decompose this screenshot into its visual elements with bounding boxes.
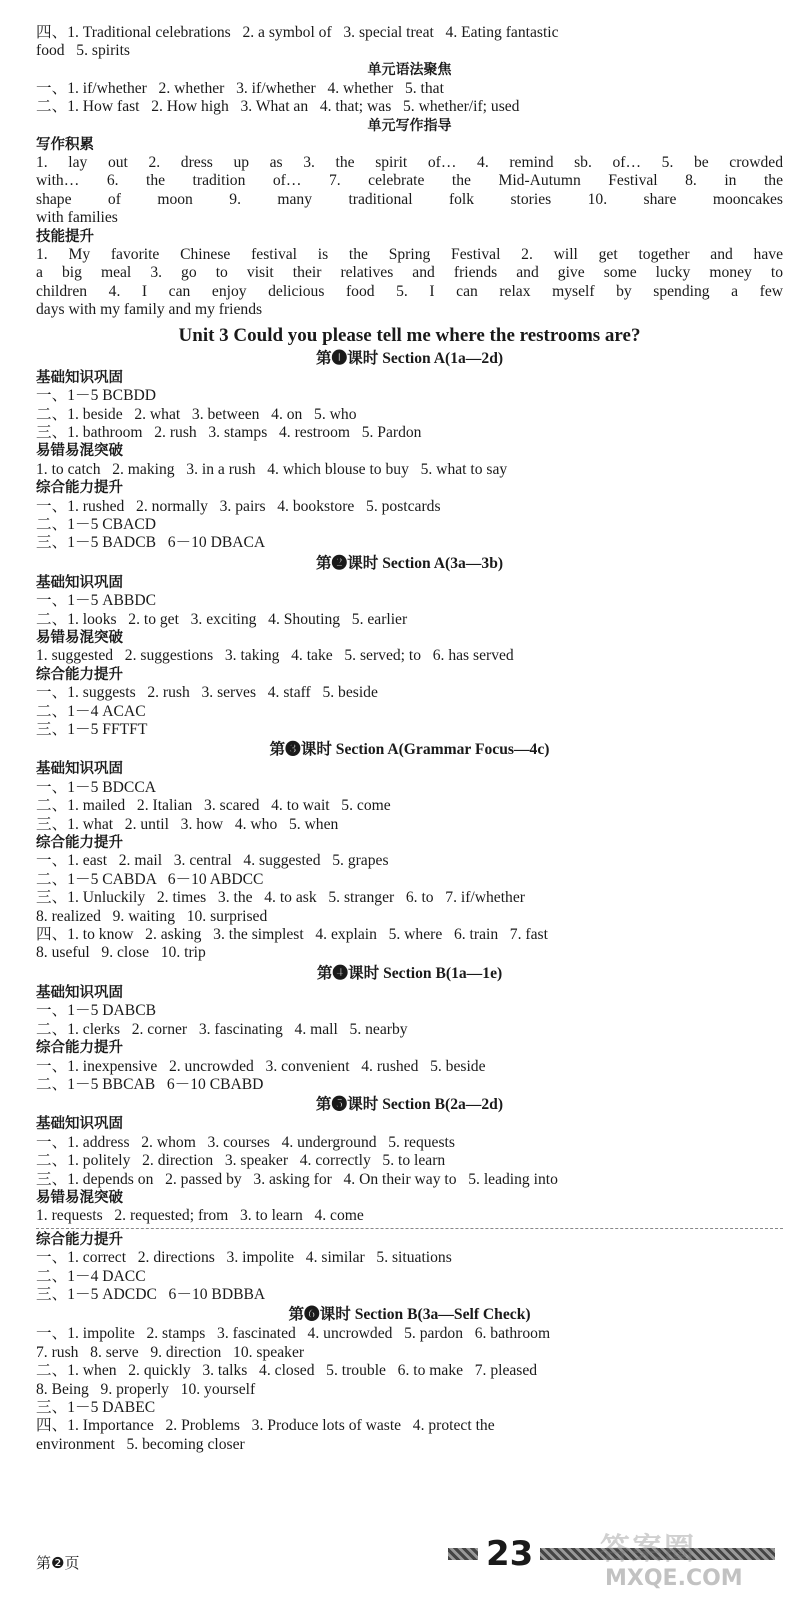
answer-line: 三、1－5 ADCDC 6－10 BDBBA <box>36 1285 266 1303</box>
answer-line: 1. requests 2. requested; from 3. to learn 4. come <box>36 1207 364 1225</box>
answer-line: 三、1. Unluckily 2. times 3. the 4. to ask 5. stranger 6. to 7. if/whether <box>36 889 525 907</box>
lesson-title: 第❹课时 Section B(1a—1e) <box>316 964 503 982</box>
footer-stripe <box>448 1548 478 1560</box>
text-line: food 5. spirits <box>36 42 130 60</box>
answer-line: 二、1. beside 2. what 3. between 4. on 5. who <box>36 405 357 423</box>
text-line: children 4. I can enjoy delicious food 5. I can relax myself by spending a few <box>36 282 783 300</box>
answer-line: 一、1－5 DABCB <box>36 1002 156 1020</box>
block-label: 技能提升 <box>36 228 94 245</box>
lesson-title: 第❸课时 Section A(Grammar Focus—4c) <box>269 741 550 759</box>
divider <box>36 1228 783 1229</box>
answer-line: 四、1. Importance 2. Problems 3. Produce lots of waste 4. protect the <box>36 1417 495 1435</box>
answer-line: 三、1. depends on 2. passed by 3. asking for 4. On their way to 5. leading into <box>36 1170 558 1188</box>
block-label: 易错易混突破 <box>36 443 123 460</box>
answer-line: 二、1. when 2. quickly 3. talks 4. closed 5. trouble 6. to make 7. pleased <box>36 1362 538 1380</box>
answer-line: 一、1. east 2. mail 3. central 4. suggested 5. grapes <box>36 852 389 870</box>
answer-line: 1. to catch 2. making 3. in a rush 4. which blouse to buy 5. what to say <box>36 460 508 478</box>
block-label: 综合能力提升 <box>36 666 123 683</box>
answer-line: 8. useful 9. close 10. trip <box>36 944 206 962</box>
lesson-title: 第❶课时 Section A(1a—2d) <box>315 349 504 367</box>
answer-line: 一、1－5 ABBDC <box>36 592 156 610</box>
block-label: 综合能力提升 <box>36 480 123 497</box>
answer-line: 二、1－4 ACAC <box>36 702 146 720</box>
answer-line: 8. realized 9. waiting 10. surprised <box>36 907 268 925</box>
watermark-text: 答案圈 <box>600 1532 696 1567</box>
answer-line: 二、1－5 CABDA 6－10 ABDCC <box>36 870 264 888</box>
answer-line: 二、1. clerks 2. corner 3. fascinating 4. mall 5. nearby <box>36 1020 408 1038</box>
answer-line: 一、1－5 BDCCA <box>36 778 156 796</box>
lesson-title: 第❺课时 Section B(2a—2d) <box>315 1096 504 1114</box>
block-label: 基础知识巩固 <box>36 1116 123 1133</box>
section-heading: 单元语法聚焦 <box>367 61 452 78</box>
answer-line: 一、1. correct 2. directions 3. impolite 4. similar 5. situations <box>36 1249 452 1267</box>
text-line: 二、1. How fast 2. How high 3. What an 4. that; was 5. whether/if; used <box>36 98 520 116</box>
answer-line: 三、1. bathroom 2. rush 3. stamps 4. restroom 5. Pardon <box>36 423 422 441</box>
block-label: 基础知识巩固 <box>36 761 123 778</box>
section-heading: 单元写作指导 <box>367 117 452 134</box>
text-line: 1. lay out 2. dress up as 3. the spirit of… 4. remind sb. of… 5. be crowded <box>36 154 783 172</box>
lessons-container <box>36 349 783 1455</box>
answer-line: 8. Being 9. properly 10. yourself <box>36 1380 256 1398</box>
answer-line: environment 5. becoming closer <box>36 1435 245 1453</box>
answer-line: 一、1. suggests 2. rush 3. serves 4. staff 5. beside <box>36 684 378 702</box>
block-label: 基础知识巩固 <box>36 984 123 1001</box>
answer-line: 二、1－5 CBACD <box>36 515 156 533</box>
block-label: 综合能力提升 <box>36 835 123 852</box>
answer-line: 二、1. mailed 2. Italian 3. scared 4. to wait 5. come <box>36 797 391 815</box>
page-number: 23 <box>486 1534 534 1574</box>
text-line: 四、1. Traditional celebrations 2. a symbol of 3. special treat 4. Eating fantastic <box>36 24 559 41</box>
text-line: a big meal 3. go to visit their relatives and friends and give some lucky money to <box>36 264 783 282</box>
lesson-title: 第❻课时 Section B(3a—Self Check) <box>288 1306 531 1324</box>
lesson-title: 第❷课时 Section A(3a—3b) <box>315 554 504 572</box>
answer-line: 二、1－5 BBCAB 6－10 CBABD <box>36 1075 264 1093</box>
answer-line: 二、1. looks 2. to get 3. exciting 4. Shouting 5. earlier <box>36 610 408 628</box>
answer-line: 一、1. address 2. whom 3. courses 4. underground 5. requests <box>36 1133 455 1151</box>
text-line: 1. My favorite Chinese festival is the Spring Festival 2. will get together and have <box>36 246 783 264</box>
text-line: with… 6. the tradition of… 7. celebrate the Mid-Autumn Festival 8. in the <box>36 172 783 190</box>
block-label: 综合能力提升 <box>36 1231 123 1248</box>
answer-line: 二、1. politely 2. direction 3. speaker 4. correctly 5. to learn <box>36 1152 446 1170</box>
block-label: 写作积累 <box>36 136 94 153</box>
block-label: 基础知识巩固 <box>36 574 123 591</box>
answer-line: 7. rush 8. serve 9. direction 10. speaker <box>36 1343 305 1361</box>
answer-line: 一、1. rushed 2. normally 3. pairs 4. bookstore 5. postcards <box>36 497 441 515</box>
answer-line: 三、1－5 DABEC <box>36 1399 156 1416</box>
answer-line: 三、1－5 FFTFT <box>36 721 148 738</box>
block-label: 基础知识巩固 <box>36 369 123 386</box>
text-line: with families <box>36 209 118 227</box>
block-label: 易错易混突破 <box>36 1189 123 1206</box>
text-line: shape of moon 9. many traditional folk stories 10. share mooncakes <box>36 190 783 208</box>
answer-line: 一、1. impolite 2. stamps 3. fascinated 4. uncrowded 5. pardon 6. bathroom <box>36 1325 551 1343</box>
answer-line: 一、1. inexpensive 2. uncrowded 3. convenient 4. rushed 5. beside <box>36 1057 486 1075</box>
answer-line: 一、1－5 BCBDD <box>36 387 156 405</box>
block-label: 综合能力提升 <box>36 1040 123 1057</box>
text-line: 一、1. if/whether 2. whether 3. if/whether 4. whether 5. that <box>36 79 444 97</box>
watermark-url: MXQE.COM <box>605 1566 743 1591</box>
answer-line: 二、1－4 DACC <box>36 1267 146 1285</box>
unit-title: Unit 3 Could you please tell me where the restrooms are? <box>178 324 641 346</box>
answer-line: 四、1. to know 2. asking 3. the simplest 4. explain 5. where 6. train 7. fast <box>36 926 548 944</box>
answer-line: 三、1－5 BADCB 6－10 DBACA <box>36 534 266 552</box>
text-line: days with my family and my friends <box>36 301 263 319</box>
answer-line: 1. suggested 2. suggestions 3. taking 4. take 5. served; to 6. has served <box>36 647 514 665</box>
page-footer <box>0 1528 803 1600</box>
answer-line: 三、1. what 2. until 3. how 4. who 5. when <box>36 815 339 833</box>
page-label: 第❷页 <box>36 1554 80 1572</box>
block-label: 易错易混突破 <box>36 629 123 646</box>
